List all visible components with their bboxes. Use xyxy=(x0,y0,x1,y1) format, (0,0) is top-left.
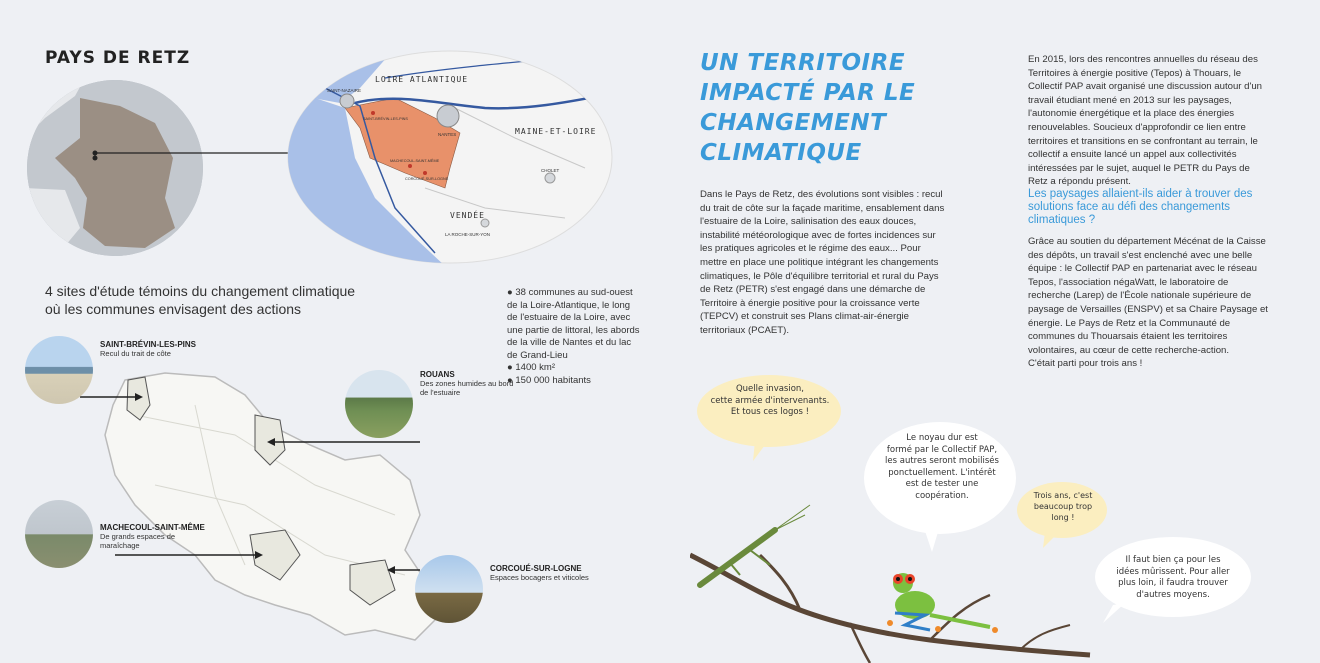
la-roche-label: LA ROCHE-SUR-YON xyxy=(445,232,491,237)
sites-heading-line-2: où les communes envisagent des actions xyxy=(45,301,302,317)
chapter-title-line-2: IMPACTÉ PAR LE xyxy=(700,80,916,106)
chapter-title xyxy=(700,48,930,168)
bubble-line: ponctuellement. L'intérêt xyxy=(888,467,996,478)
site-name: CORCOUÉ-SUR-LOGNE xyxy=(490,564,582,573)
stat-area: ● 1400 km² xyxy=(507,362,555,373)
bubble-line: est de tester une xyxy=(905,479,979,489)
site-description: De grands espaces de maraîchage xyxy=(100,532,176,550)
partners-paragraph: Grâce au soutien du département Mécénat de la Caisse des dépôts, un travail s'est enclenché avec une belle équipe : le Collectif PAP en partenariat avec le réseau Tepos, l'association négaWatt, le laboratoire de recherche (Larep) de l'École nationale supérieure de paysage de Versailles (ENSPV) et sa Chaire Paysage et énergie. Le Pays de Retz et la Communauté de communes du Thouarsais étaient les territoires volontaires, au cœur de cette recherche-action. xyxy=(1028,236,1268,356)
site-machecoul xyxy=(100,523,220,550)
saint-nazaire-dot xyxy=(340,94,354,108)
sites-heading-line-1: 4 sites d'étude témoins du changement climatique xyxy=(45,283,356,299)
bubble-line: Le noyau dur est xyxy=(906,433,978,443)
la-roche-dot xyxy=(481,219,489,227)
site-corcoue xyxy=(490,564,600,582)
page-title: PAYS DE RETZ xyxy=(45,48,191,68)
town-label-3: CORCOUÉ-SUR-LOGNE xyxy=(405,177,449,181)
bubble-line: d'autres moyens. xyxy=(1136,589,1210,600)
bubble-line: plus loin, il faudra trouver xyxy=(1118,578,1228,588)
speech-bubble-2 xyxy=(867,433,1017,502)
bubble-line: coopération. xyxy=(915,490,969,501)
stat-communes: ● 38 communes au sud-ouest de la Loire-Atlantique, le long de l'estuaire de la Loire, avec une partie de littoral, les abords de la ville de Nantes et du lac de Grand-Lieu xyxy=(507,287,640,361)
bubble-line: Trois ans, c'est xyxy=(1033,491,1093,500)
territory-stats xyxy=(507,287,642,387)
speech-bubble-1 xyxy=(700,384,840,419)
sites-heading xyxy=(45,282,405,318)
site-rouans xyxy=(420,370,515,397)
saint-brevin-photo xyxy=(25,336,93,404)
vendee-label: VENDÉE xyxy=(450,211,485,220)
loire-atlantique-map xyxy=(285,48,615,266)
stat-population: ● 150 000 habitants xyxy=(507,374,591,386)
bubble-line: cette armée d'intervenants. xyxy=(710,395,830,406)
rouans-photo xyxy=(345,370,413,438)
site-description: Espaces bocagers et viticoles xyxy=(490,573,589,582)
context-paragraph-2 xyxy=(1028,235,1268,371)
context-paragraph-1: En 2015, lors des rencontres annuelles du réseau des Territoires à énergie positive (Tepos) à Thouars, le Collectif PAP avait organisé une discussion autour d'un travail étudiant mené en 2013 sur les paysages, l'autonomie énergétique et la place des énergies renouvelables. Soucieux d'approfondir ce lien entre territoires et transitions en se confrontant au terrain, le collectif a ensuite lancé un appel aux collectivités intéressées par le sujet, auquel le PETR du Pays de Retz a répondu présent. xyxy=(1028,54,1262,188)
cholet-label: CHOLET xyxy=(541,168,560,173)
bubble-line: les autres seront mobilisés xyxy=(885,456,999,466)
bubble-line: Et tous ces logos ! xyxy=(730,407,810,417)
maine-et-loire-label: MAINE-ET-LOIRE xyxy=(515,127,597,136)
nantes-dot xyxy=(437,105,459,127)
saint-nazaire-label: SAINT-NAZAIRE xyxy=(327,88,362,93)
site-description: Des zones humides au bord de l'estuaire xyxy=(420,379,514,397)
site-name: ROUANS xyxy=(420,370,455,379)
cholet-dot xyxy=(545,173,555,183)
speech-bubble-4 xyxy=(1098,555,1248,601)
closing-line: C'était parti pour trois ans ! xyxy=(1028,358,1143,370)
corcoue-photo xyxy=(415,555,483,623)
region-label: LOIRE ATLANTIQUE xyxy=(375,75,469,84)
machecoul-photo xyxy=(25,500,93,568)
town-label-1: SAINT-BRÉVIN-LES-PINS xyxy=(363,117,408,121)
site-saint-brevin xyxy=(100,340,220,358)
bubble-line: formé par le Collectif PAP, xyxy=(886,444,998,455)
bubble-line: Il faut bien ça pour les xyxy=(1125,555,1221,565)
chapter-title-line-4: CLIMATIQUE xyxy=(700,140,862,166)
bubble-line: beaucoup trop xyxy=(1033,502,1093,511)
chapter-title-line-3: CHANGEMENT xyxy=(700,110,887,136)
bubble-line: idées mûrissent. Pour aller xyxy=(1116,566,1230,577)
key-question: Les paysages allaient-ils aider à trouver des solutions face au défi des changements climatiques ? xyxy=(1028,188,1253,226)
chapter-title-line-1: UN TERRITOIRE xyxy=(700,50,906,76)
speech-bubble-3 xyxy=(1018,490,1108,523)
nantes-label: NANTES xyxy=(438,132,457,137)
site-name: SAINT-BRÉVIN-LES-PINS xyxy=(100,340,197,349)
town-label-2: MACHECOUL-SAINT-MÊME xyxy=(390,159,440,163)
bubble-line: Quelle invasion, xyxy=(735,384,805,394)
intro-paragraph: Dans le Pays de Retz, des évolutions sont visibles : recul du trait de côte sur la façade maritime, ensablement dans l'estuaire de la Loire, salinisation des eaux douces, instabilité météorologique avec de fortes incidences sur les pratiques agricoles et le régime des eaux... Pour mettre en place une politique intégrant les changements climatiques, le Pôle d'équilibre territorial et rural du Pays de Retz (PETR) s'est engagé dans une démarche de Territoire à énergie positive pour la croissance verte (TEPCV) et construit ses Plans climat-air-énergie territoriaux (PCAET). xyxy=(700,189,945,336)
site-name: MACHECOUL-SAINT-MÊME xyxy=(100,523,205,532)
site-description: Recul du trait de côte xyxy=(100,349,171,358)
bubble-line: long ! xyxy=(1051,513,1075,522)
